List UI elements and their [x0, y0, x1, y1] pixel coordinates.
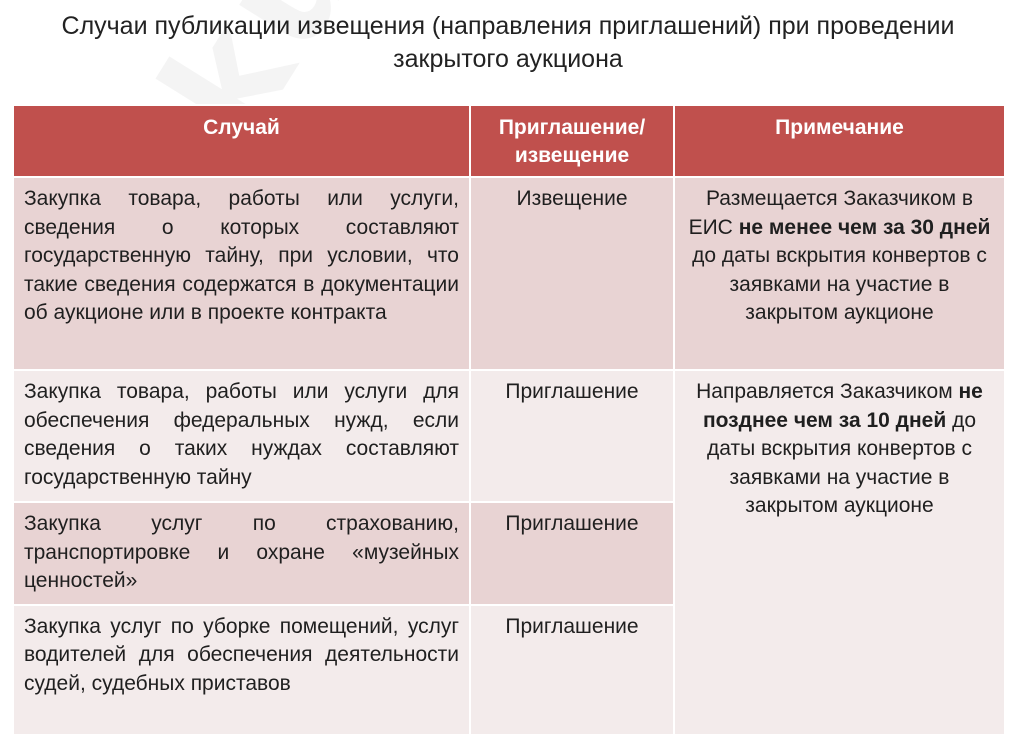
note-cell-notice	[674, 177, 1005, 370]
note-text: Размещается Заказчиком в ЕИС	[688, 187, 974, 239]
note-cell-invitation	[674, 370, 1005, 735]
header-case: Случай	[13, 105, 470, 177]
case-cell: Закупка услуг по уборке помещений, услуг водителей для обеспечения деятельности судей, судебных приставов	[13, 605, 470, 735]
header-type: Приглашение/ извещение	[470, 105, 674, 177]
note-deadline: не менее чем за 30 дней	[738, 215, 991, 239]
case-cell: Закупка услуг по страхованию, транспортировке и охране «музейных ценностей»	[13, 502, 470, 605]
header-note: Примечание	[674, 105, 1005, 177]
note-deadline: не позднее чем за 10 дней	[702, 380, 983, 432]
page-title-line-2: закрытого аукциона	[393, 45, 623, 73]
type-cell: Приглашение	[470, 502, 674, 605]
type-cell: Приглашение	[470, 370, 674, 502]
note-text: до даты вскрытия конвертов с заявками на участие в закрытом аукционе	[692, 244, 987, 324]
case-cell: Закупка товара, работы или услуги для обеспечения федеральных нужд, если сведения о таких нуждах составляют государственную тайну	[13, 370, 470, 502]
page-title	[0, 10, 1016, 76]
table-row	[13, 177, 1005, 370]
note-text: Направляется Заказчиком	[696, 380, 959, 403]
table-row	[13, 370, 1005, 502]
page-title-line-1: Случаи публикации извещения (направления приглашений) при проведении	[61, 12, 955, 40]
auction-cases-table	[12, 104, 1006, 736]
type-cell: Приглашение	[470, 605, 674, 735]
case-cell: Закупка товара, работы или услуги, сведения о которых составляют государственную тайну, при условии, что такие сведения содержатся в документации об аукционе или в проекте контракта	[13, 177, 470, 370]
note-text: до даты вскрытия конвертов с заявками на участие в закрытом аукционе	[706, 408, 977, 517]
table-header-row	[13, 105, 1005, 177]
type-cell: Извещение	[470, 177, 674, 370]
